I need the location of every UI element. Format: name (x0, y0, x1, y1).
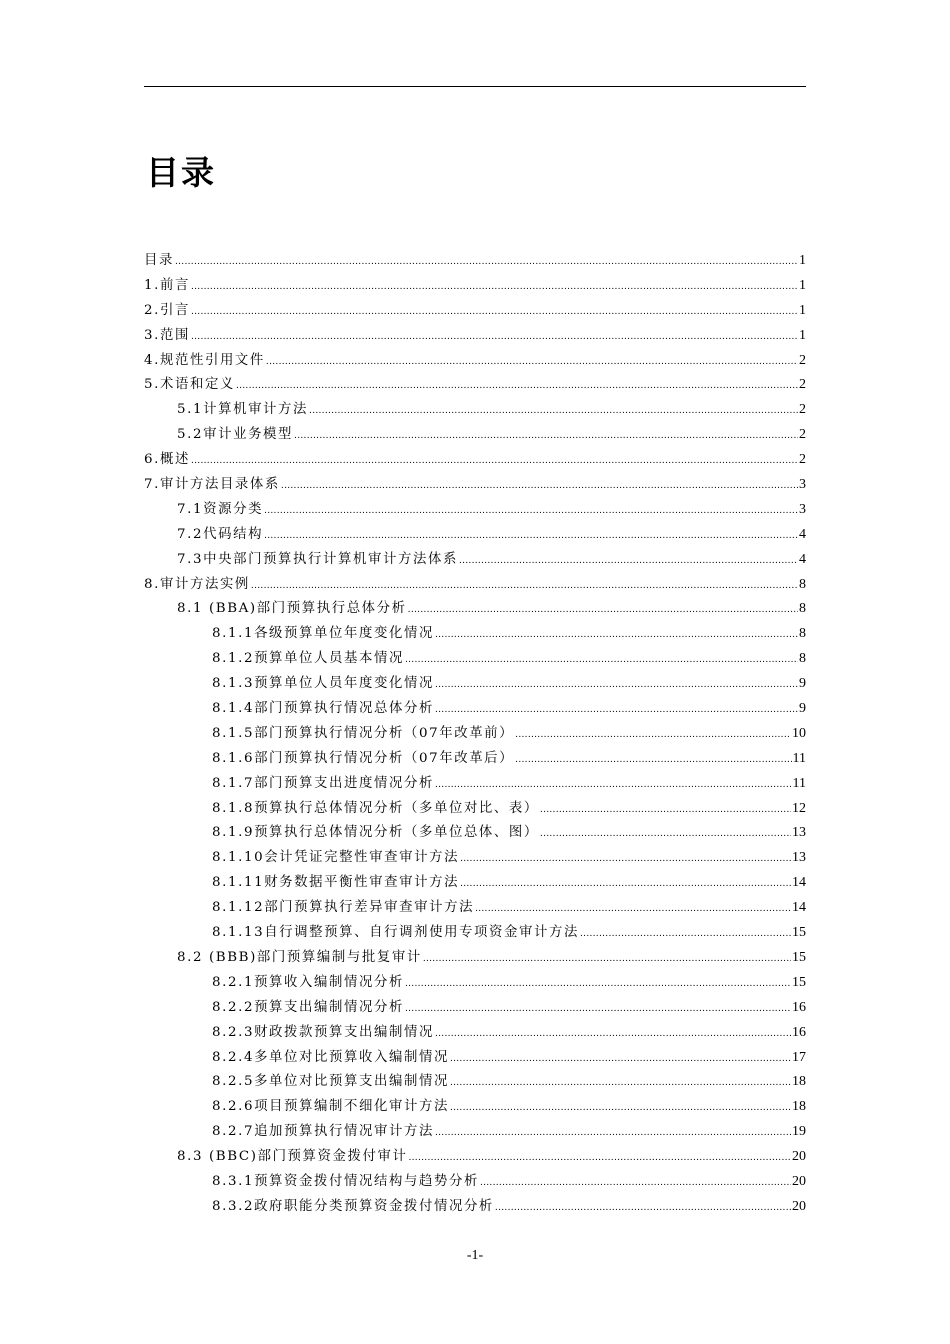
toc-dot-leader (191, 325, 798, 350)
toc-entry-title: 7.3中央部门预算执行计算机审计方法体系 (177, 551, 458, 567)
toc-entry-page: 16 (792, 999, 806, 1015)
toc-entry[interactable] (144, 1145, 806, 1170)
toc-entry-title: 8.2.5多单位对比预算支出编制情况 (212, 1074, 449, 1090)
toc-entry[interactable] (144, 821, 806, 846)
toc-entry-title: 8.2.6项目预算编制不细化审计方法 (212, 1099, 449, 1115)
toc-entry-page: 11 (792, 750, 806, 766)
toc-entry[interactable] (144, 523, 806, 548)
toc-dot-leader (540, 822, 791, 847)
toc-entry-page: 9 (799, 676, 806, 692)
toc-dot-leader (405, 972, 791, 997)
toc-entry[interactable] (144, 398, 806, 423)
toc-dot-leader (435, 623, 798, 648)
toc-entry-page: 4 (799, 526, 806, 542)
toc-entry-title: 8.3.2政府职能分类预算资金拨付情况分析 (212, 1198, 494, 1214)
toc-entry[interactable] (144, 373, 806, 398)
toc-entry-title: 8.2.4多单位对比预算收入编制情况 (212, 1049, 449, 1065)
toc-dot-leader (264, 524, 798, 549)
toc-entry[interactable] (144, 797, 806, 822)
toc-entry[interactable] (144, 1095, 806, 1120)
toc-entry-title: 8.2.2预算支出编制情况分析 (212, 999, 404, 1015)
toc-dot-leader (408, 598, 798, 623)
toc-dot-leader (435, 1022, 791, 1047)
toc-entry-title: 8.3.1预算资金拨付情况结构与趋势分析 (212, 1173, 479, 1189)
page-number: -1- (466, 1248, 484, 1263)
toc-entry-title: 8.1.5部门预算执行情况分析（07年改革前） (212, 725, 515, 741)
toc-entry-title: 8.1.2预算单位人员基本情况 (212, 651, 404, 667)
toc-entry-title: 8.1 (BBA)部门预算执行总体分析 (177, 601, 407, 617)
toc-entry-page: 2 (799, 452, 806, 468)
header-rule (144, 86, 806, 87)
toc-entry[interactable] (144, 772, 806, 797)
toc-entry[interactable] (144, 1195, 806, 1220)
toc-dot-leader (408, 1146, 791, 1171)
toc-entry[interactable] (144, 846, 806, 871)
toc-entry[interactable] (144, 597, 806, 622)
toc-entry[interactable] (144, 249, 806, 274)
toc-entry[interactable] (144, 473, 806, 498)
toc-entry[interactable] (144, 672, 806, 697)
toc-entry-page: 14 (792, 900, 806, 916)
toc-entry-title: 1.前言 (144, 277, 190, 293)
toc-dot-leader (460, 847, 791, 872)
toc-entry[interactable] (144, 498, 806, 523)
toc-entry-page: 18 (792, 1099, 806, 1115)
toc-entry-page: 1 (799, 327, 806, 343)
toc-entry-page: 15 (792, 925, 806, 941)
page-title: 目录 (146, 153, 216, 192)
toc-entry[interactable] (144, 1021, 806, 1046)
toc-entry-page: 19 (792, 1124, 806, 1140)
toc-entry[interactable] (144, 622, 806, 647)
toc-dot-leader (459, 549, 798, 574)
toc-entry-title: 6.概述 (144, 452, 190, 468)
toc-entry[interactable] (144, 996, 806, 1021)
toc-entry-page: 14 (792, 875, 806, 891)
toc-dot-leader (540, 798, 791, 823)
toc-entry-page: 3 (799, 477, 806, 493)
toc-dot-leader (281, 474, 798, 499)
toc-entry[interactable] (144, 946, 806, 971)
toc-entry-page: 4 (799, 551, 806, 567)
toc-entry-page: 1 (799, 253, 806, 268)
toc-dot-leader (236, 374, 798, 399)
toc-entry-title: 8.1.7部门预算支出进度情况分析 (212, 775, 434, 791)
toc-entry-title: 8.1.1各级预算单位年度变化情况 (212, 626, 434, 642)
toc-entry-page: 2 (799, 377, 806, 393)
toc-entry-title: 7.审计方法目录体系 (144, 477, 280, 493)
toc-entry[interactable] (144, 747, 806, 772)
toc-entry-page: 10 (792, 725, 806, 741)
toc-entry-title: 5.术语和定义 (144, 377, 235, 393)
toc-entry[interactable] (144, 1170, 806, 1195)
toc-entry-title: 4.规范性引用文件 (144, 352, 265, 368)
toc-entry-title: 8.1.11财务数据平衡性审查审计方法 (212, 875, 460, 891)
toc-entry-title: 8.2 (BBB)部门预算编制与批复审计 (177, 949, 422, 965)
toc-entry-title: 3.范围 (144, 327, 190, 343)
toc-dot-leader (251, 574, 798, 599)
toc-dot-leader (435, 1121, 791, 1146)
toc-entry-page: 1 (799, 277, 806, 293)
toc-dot-leader (580, 922, 791, 947)
toc-entry-page: 2 (799, 352, 806, 368)
toc-entry-title: 8.2.7追加预算执行情况审计方法 (212, 1124, 434, 1140)
toc-entry-title: 5.2审计业务模型 (177, 427, 294, 443)
toc-entry-title: 8.1.6部门预算执行情况分析（07年改革后） (212, 750, 515, 766)
toc-dot-leader (191, 449, 798, 474)
toc-dot-leader (405, 997, 791, 1022)
toc-dot-leader (450, 1047, 791, 1072)
toc-entry[interactable] (144, 896, 806, 921)
toc-entry-page: 18 (792, 1074, 806, 1090)
toc-dot-leader (191, 300, 798, 325)
toc-entry-page: 9 (799, 701, 806, 717)
toc-entry[interactable] (144, 573, 806, 598)
toc-entry-title: 8.1.8预算执行总体情况分析（多单位对比、表） (212, 800, 539, 816)
toc-entry-page: 15 (792, 974, 806, 990)
toc-entry[interactable] (144, 1046, 806, 1071)
toc-entry-title: 8.1.4部门预算执行情况总体分析 (212, 701, 434, 717)
toc-entry-title: 8.1.12部门预算执行差异审查审计方法 (212, 900, 475, 916)
toc-dot-leader (309, 399, 798, 424)
toc-entry-page: 17 (792, 1049, 806, 1065)
toc-entry-title: 8.1.13自行调整预算、自行调剂使用专项资金审计方法 (212, 925, 579, 941)
toc-entry[interactable] (144, 871, 806, 896)
toc-entry-page: 2 (799, 402, 806, 418)
toc-entry-title: 8.1.10会计凭证完整性审查审计方法 (212, 850, 460, 866)
toc-dot-leader (435, 698, 798, 723)
toc-entry[interactable] (144, 274, 806, 299)
toc-entry-title: 8.1.9预算执行总体情况分析（多单位总体、图） (212, 825, 539, 841)
toc-entry[interactable] (144, 722, 806, 747)
toc-entry[interactable] (144, 647, 806, 672)
toc-dot-leader (515, 723, 791, 748)
toc-dot-leader (450, 1096, 791, 1121)
toc-dot-leader (460, 872, 791, 897)
toc-entry[interactable] (144, 423, 806, 448)
toc-dot-leader (405, 648, 798, 673)
toc-entry-page: 20 (792, 1198, 806, 1214)
toc-entry[interactable] (144, 448, 806, 473)
toc-dot-leader (435, 673, 798, 698)
toc-dot-leader (423, 947, 791, 972)
toc-entry-title: 7.2代码结构 (177, 526, 264, 542)
toc-entry[interactable] (144, 921, 806, 946)
toc-entry-page: 11 (792, 775, 806, 791)
toc-entry[interactable] (144, 971, 806, 996)
table-of-contents (144, 249, 806, 1220)
toc-entry-title: 8.审计方法实例 (144, 576, 250, 592)
toc-entry-page: 13 (792, 825, 806, 841)
toc-entry-title: 8.1.3预算单位人员年度变化情况 (212, 676, 434, 692)
toc-dot-leader (475, 897, 791, 922)
toc-entry[interactable] (144, 548, 806, 573)
toc-entry-title: 7.1资源分类 (177, 501, 264, 517)
toc-entry-title: 8.2.1预算收入编制情况分析 (212, 974, 404, 990)
toc-entry-page: 8 (799, 576, 806, 592)
toc-entry-page: 16 (792, 1024, 806, 1040)
toc-entry[interactable] (144, 349, 806, 374)
toc-entry-title: 2.引言 (144, 302, 190, 318)
toc-entry-title: 目录 (144, 253, 174, 268)
toc-dot-leader (264, 499, 798, 524)
toc-entry[interactable] (144, 299, 806, 324)
toc-entry-page: 1 (799, 302, 806, 318)
toc-entry[interactable] (144, 1070, 806, 1095)
toc-entry[interactable] (144, 324, 806, 349)
toc-entry-page: 20 (792, 1149, 806, 1165)
toc-entry-title: 8.2.3财政拨款预算支出编制情况 (212, 1024, 434, 1040)
toc-entry-page: 12 (792, 800, 806, 816)
toc-dot-leader (450, 1071, 791, 1096)
toc-dot-leader (266, 350, 798, 375)
toc-entry[interactable] (144, 1120, 806, 1145)
toc-dot-leader (175, 250, 798, 275)
toc-entry-page: 8 (799, 601, 806, 617)
toc-dot-leader (495, 1196, 791, 1221)
toc-entry-page: 13 (792, 850, 806, 866)
toc-entry-title: 5.1计算机审计方法 (177, 402, 309, 418)
toc-entry-page: 15 (792, 949, 806, 965)
toc-entry[interactable] (144, 697, 806, 722)
toc-dot-leader (294, 424, 798, 449)
toc-entry-page: 2 (799, 427, 806, 443)
toc-dot-leader (515, 748, 791, 773)
toc-entry-title: 8.3 (BBC)部门预算资金拨付审计 (177, 1149, 408, 1165)
toc-entry-page: 20 (792, 1173, 806, 1189)
toc-dot-leader (191, 275, 798, 300)
toc-entry-page: 8 (799, 626, 806, 642)
toc-entry-page: 3 (799, 501, 806, 517)
toc-dot-leader (435, 773, 792, 798)
toc-entry-page: 8 (799, 651, 806, 667)
toc-dot-leader (480, 1171, 791, 1196)
